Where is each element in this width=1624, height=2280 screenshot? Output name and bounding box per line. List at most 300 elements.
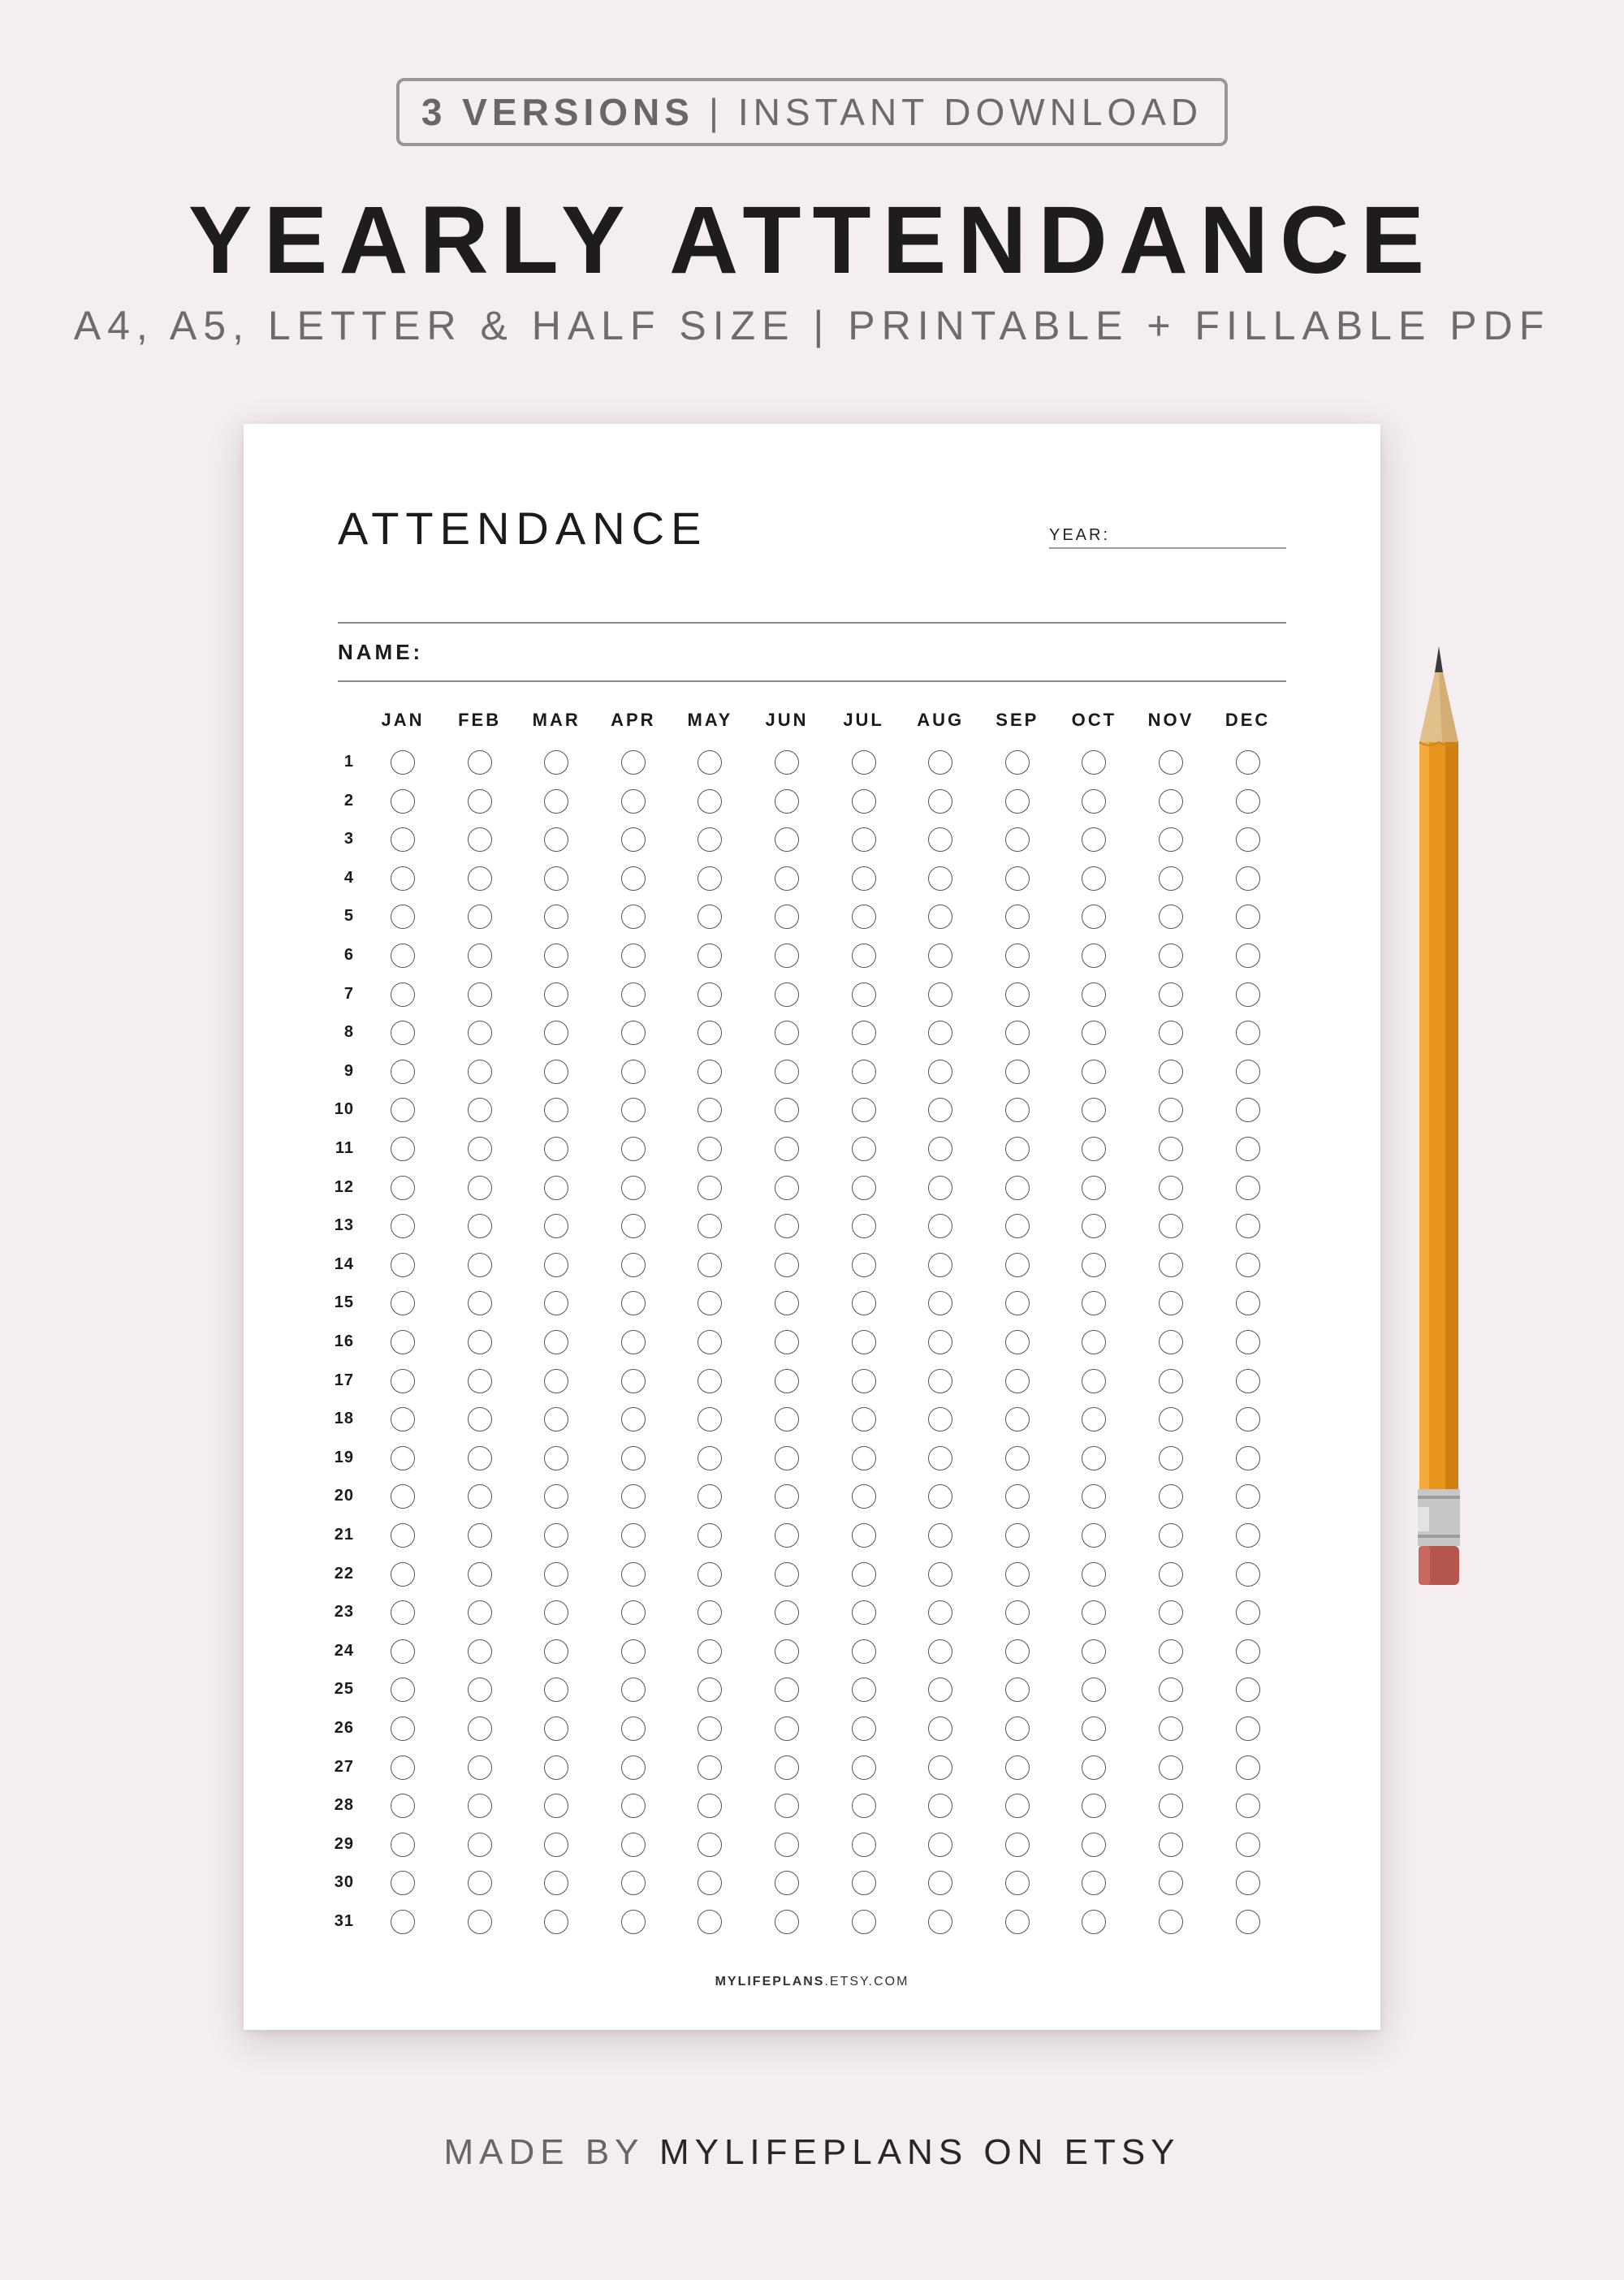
attendance-checkbox[interactable] [621,1910,646,1934]
attendance-checkbox[interactable] [1159,1562,1183,1587]
attendance-checkbox[interactable] [698,1833,722,1857]
attendance-checkbox[interactable] [852,1523,876,1548]
attendance-checkbox[interactable] [775,1523,799,1548]
attendance-checkbox[interactable] [928,789,952,814]
attendance-checkbox[interactable] [1005,1678,1030,1702]
attendance-checkbox[interactable] [1236,1021,1260,1045]
attendance-checkbox[interactable] [468,1794,492,1818]
attendance-checkbox[interactable] [1005,1446,1030,1470]
attendance-checkbox[interactable] [1159,1794,1183,1818]
attendance-checkbox[interactable] [391,1176,415,1200]
attendance-checkbox[interactable] [852,1678,876,1702]
attendance-checkbox[interactable] [391,1716,415,1741]
attendance-checkbox[interactable] [1082,1871,1106,1895]
attendance-checkbox[interactable] [775,1910,799,1934]
attendance-checkbox[interactable] [391,1871,415,1895]
attendance-checkbox[interactable] [928,982,952,1007]
attendance-checkbox[interactable] [698,1060,722,1084]
attendance-checkbox[interactable] [775,1639,799,1664]
attendance-checkbox[interactable] [1236,944,1260,968]
attendance-checkbox[interactable] [621,1755,646,1780]
attendance-checkbox[interactable] [852,827,876,852]
attendance-checkbox[interactable] [391,1794,415,1818]
attendance-checkbox[interactable] [621,1523,646,1548]
attendance-checkbox[interactable] [1236,1833,1260,1857]
attendance-checkbox[interactable] [1005,1214,1030,1238]
attendance-checkbox[interactable] [1159,1330,1183,1354]
attendance-checkbox[interactable] [621,1716,646,1741]
attendance-checkbox[interactable] [928,905,952,929]
attendance-checkbox[interactable] [468,982,492,1007]
attendance-checkbox[interactable] [468,1833,492,1857]
attendance-checkbox[interactable] [775,944,799,968]
attendance-checkbox[interactable] [852,789,876,814]
attendance-checkbox[interactable] [852,1021,876,1045]
attendance-checkbox[interactable] [698,1910,722,1934]
attendance-checkbox[interactable] [775,982,799,1007]
attendance-checkbox[interactable] [928,1716,952,1741]
attendance-checkbox[interactable] [621,1794,646,1818]
attendance-checkbox[interactable] [468,1484,492,1509]
attendance-checkbox[interactable] [468,1021,492,1045]
attendance-checkbox[interactable] [468,1523,492,1548]
attendance-checkbox[interactable] [852,866,876,891]
attendance-checkbox[interactable] [468,1639,492,1664]
attendance-checkbox[interactable] [1082,1600,1106,1625]
attendance-checkbox[interactable] [928,1021,952,1045]
attendance-checkbox[interactable] [1005,866,1030,891]
attendance-checkbox[interactable] [775,1330,799,1354]
attendance-checkbox[interactable] [852,750,876,775]
attendance-checkbox[interactable] [621,1369,646,1393]
attendance-checkbox[interactable] [391,827,415,852]
attendance-checkbox[interactable] [391,1021,415,1045]
attendance-checkbox[interactable] [544,1755,568,1780]
attendance-checkbox[interactable] [468,1910,492,1934]
attendance-checkbox[interactable] [698,1600,722,1625]
attendance-checkbox[interactable] [1236,1794,1260,1818]
attendance-checkbox[interactable] [1005,750,1030,775]
attendance-checkbox[interactable] [544,1484,568,1509]
attendance-checkbox[interactable] [1082,1291,1106,1315]
attendance-checkbox[interactable] [621,750,646,775]
attendance-checkbox[interactable] [468,1176,492,1200]
attendance-checkbox[interactable] [775,1794,799,1818]
attendance-checkbox[interactable] [391,1484,415,1509]
attendance-checkbox[interactable] [1005,1639,1030,1664]
attendance-checkbox[interactable] [928,1253,952,1277]
attendance-checkbox[interactable] [1159,866,1183,891]
attendance-checkbox[interactable] [775,789,799,814]
attendance-checkbox[interactable] [1159,1253,1183,1277]
attendance-checkbox[interactable] [391,1639,415,1664]
attendance-checkbox[interactable] [1082,1523,1106,1548]
attendance-checkbox[interactable] [1159,1060,1183,1084]
attendance-checkbox[interactable] [928,1330,952,1354]
attendance-checkbox[interactable] [1236,1755,1260,1780]
attendance-checkbox[interactable] [621,827,646,852]
attendance-checkbox[interactable] [1236,1716,1260,1741]
attendance-checkbox[interactable] [928,1910,952,1934]
attendance-checkbox[interactable] [391,905,415,929]
attendance-checkbox[interactable] [544,1523,568,1548]
attendance-checkbox[interactable] [468,1562,492,1587]
attendance-checkbox[interactable] [928,1060,952,1084]
attendance-checkbox[interactable] [391,1137,415,1161]
attendance-checkbox[interactable] [1082,905,1106,929]
attendance-checkbox[interactable] [1082,1833,1106,1857]
attendance-checkbox[interactable] [468,1291,492,1315]
attendance-checkbox[interactable] [928,827,952,852]
attendance-checkbox[interactable] [468,789,492,814]
attendance-checkbox[interactable] [621,1253,646,1277]
attendance-checkbox[interactable] [1082,1214,1106,1238]
attendance-checkbox[interactable] [775,1716,799,1741]
attendance-checkbox[interactable] [698,1021,722,1045]
attendance-checkbox[interactable] [391,944,415,968]
attendance-checkbox[interactable] [852,1600,876,1625]
attendance-checkbox[interactable] [1159,944,1183,968]
attendance-checkbox[interactable] [1159,1214,1183,1238]
attendance-checkbox[interactable] [1236,750,1260,775]
attendance-checkbox[interactable] [928,1678,952,1702]
attendance-checkbox[interactable] [544,750,568,775]
attendance-checkbox[interactable] [1082,1446,1106,1470]
attendance-checkbox[interactable] [698,1098,722,1122]
attendance-checkbox[interactable] [1159,1716,1183,1741]
attendance-checkbox[interactable] [698,1214,722,1238]
attendance-checkbox[interactable] [1005,944,1030,968]
attendance-checkbox[interactable] [698,1716,722,1741]
attendance-checkbox[interactable] [468,1600,492,1625]
attendance-checkbox[interactable] [852,1639,876,1664]
attendance-checkbox[interactable] [928,1639,952,1664]
attendance-checkbox[interactable] [1082,1060,1106,1084]
attendance-checkbox[interactable] [544,866,568,891]
attendance-checkbox[interactable] [621,789,646,814]
attendance-checkbox[interactable] [621,1098,646,1122]
attendance-checkbox[interactable] [852,1098,876,1122]
attendance-checkbox[interactable] [1236,982,1260,1007]
attendance-checkbox[interactable] [391,1910,415,1934]
attendance-checkbox[interactable] [621,1600,646,1625]
attendance-checkbox[interactable] [775,1446,799,1470]
attendance-checkbox[interactable] [775,1755,799,1780]
attendance-checkbox[interactable] [621,982,646,1007]
attendance-checkbox[interactable] [1005,905,1030,929]
attendance-checkbox[interactable] [698,1484,722,1509]
attendance-checkbox[interactable] [1159,1639,1183,1664]
attendance-checkbox[interactable] [852,1716,876,1741]
attendance-checkbox[interactable] [775,905,799,929]
attendance-checkbox[interactable] [468,1060,492,1084]
attendance-checkbox[interactable] [1005,1060,1030,1084]
attendance-checkbox[interactable] [544,1446,568,1470]
attendance-checkbox[interactable] [621,1446,646,1470]
attendance-checkbox[interactable] [928,1446,952,1470]
attendance-checkbox[interactable] [698,1407,722,1431]
attendance-checkbox[interactable] [1236,1446,1260,1470]
attendance-checkbox[interactable] [544,944,568,968]
attendance-checkbox[interactable] [1082,1678,1106,1702]
attendance-checkbox[interactable] [698,1369,722,1393]
attendance-checkbox[interactable] [698,1137,722,1161]
attendance-checkbox[interactable] [698,1446,722,1470]
attendance-checkbox[interactable] [1082,1176,1106,1200]
attendance-checkbox[interactable] [1236,1639,1260,1664]
attendance-checkbox[interactable] [468,1369,492,1393]
attendance-checkbox[interactable] [1236,1678,1260,1702]
attendance-checkbox[interactable] [775,1871,799,1895]
attendance-checkbox[interactable] [621,1871,646,1895]
attendance-checkbox[interactable] [698,789,722,814]
attendance-checkbox[interactable] [852,1446,876,1470]
attendance-checkbox[interactable] [1005,1910,1030,1934]
attendance-checkbox[interactable] [852,1176,876,1200]
attendance-checkbox[interactable] [391,1291,415,1315]
attendance-checkbox[interactable] [544,1562,568,1587]
attendance-checkbox[interactable] [468,866,492,891]
attendance-checkbox[interactable] [1005,789,1030,814]
attendance-checkbox[interactable] [698,1253,722,1277]
attendance-checkbox[interactable] [544,1833,568,1857]
attendance-checkbox[interactable] [698,866,722,891]
attendance-checkbox[interactable] [852,1407,876,1431]
attendance-checkbox[interactable] [928,1407,952,1431]
attendance-checkbox[interactable] [1236,1600,1260,1625]
attendance-checkbox[interactable] [468,1098,492,1122]
attendance-checkbox[interactable] [1005,982,1030,1007]
attendance-checkbox[interactable] [852,1330,876,1354]
attendance-checkbox[interactable] [928,1833,952,1857]
attendance-checkbox[interactable] [775,1407,799,1431]
attendance-checkbox[interactable] [1159,750,1183,775]
attendance-checkbox[interactable] [1082,1098,1106,1122]
attendance-checkbox[interactable] [1005,1021,1030,1045]
attendance-checkbox[interactable] [1159,1137,1183,1161]
attendance-checkbox[interactable] [698,1291,722,1315]
attendance-checkbox[interactable] [544,1291,568,1315]
attendance-checkbox[interactable] [621,1833,646,1857]
attendance-checkbox[interactable] [1082,789,1106,814]
attendance-checkbox[interactable] [775,1600,799,1625]
attendance-checkbox[interactable] [775,1678,799,1702]
attendance-checkbox[interactable] [852,1137,876,1161]
attendance-checkbox[interactable] [928,1523,952,1548]
attendance-checkbox[interactable] [1082,827,1106,852]
attendance-checkbox[interactable] [1236,1291,1260,1315]
attendance-checkbox[interactable] [1005,1833,1030,1857]
attendance-checkbox[interactable] [1159,1021,1183,1045]
attendance-checkbox[interactable] [775,1562,799,1587]
attendance-checkbox[interactable] [391,1253,415,1277]
attendance-checkbox[interactable] [1082,1910,1106,1934]
attendance-checkbox[interactable] [621,1407,646,1431]
attendance-checkbox[interactable] [1005,1562,1030,1587]
attendance-checkbox[interactable] [852,1253,876,1277]
attendance-checkbox[interactable] [621,1639,646,1664]
attendance-checkbox[interactable] [468,1407,492,1431]
attendance-checkbox[interactable] [1159,1176,1183,1200]
attendance-checkbox[interactable] [1005,1407,1030,1431]
name-field-line[interactable] [338,680,1286,682]
attendance-checkbox[interactable] [1005,1176,1030,1200]
attendance-checkbox[interactable] [544,1330,568,1354]
attendance-checkbox[interactable] [544,905,568,929]
attendance-checkbox[interactable] [1159,1833,1183,1857]
attendance-checkbox[interactable] [468,905,492,929]
attendance-checkbox[interactable] [852,1794,876,1818]
attendance-checkbox[interactable] [391,750,415,775]
attendance-checkbox[interactable] [391,1369,415,1393]
attendance-checkbox[interactable] [775,1291,799,1315]
attendance-checkbox[interactable] [544,1021,568,1045]
attendance-checkbox[interactable] [621,944,646,968]
attendance-checkbox[interactable] [1159,1678,1183,1702]
attendance-checkbox[interactable] [1005,1716,1030,1741]
attendance-checkbox[interactable] [852,905,876,929]
attendance-checkbox[interactable] [1082,1639,1106,1664]
attendance-checkbox[interactable] [544,1253,568,1277]
attendance-checkbox[interactable] [1236,866,1260,891]
attendance-checkbox[interactable] [468,944,492,968]
attendance-checkbox[interactable] [698,1755,722,1780]
attendance-checkbox[interactable] [1236,1137,1260,1161]
attendance-checkbox[interactable] [621,1678,646,1702]
attendance-checkbox[interactable] [391,789,415,814]
attendance-checkbox[interactable] [391,1446,415,1470]
attendance-checkbox[interactable] [544,1871,568,1895]
attendance-checkbox[interactable] [621,1484,646,1509]
attendance-checkbox[interactable] [544,1214,568,1238]
attendance-checkbox[interactable] [1159,1871,1183,1895]
attendance-checkbox[interactable] [1159,827,1183,852]
attendance-checkbox[interactable] [852,1755,876,1780]
attendance-checkbox[interactable] [621,866,646,891]
attendance-checkbox[interactable] [852,944,876,968]
attendance-checkbox[interactable] [1236,1910,1260,1934]
attendance-checkbox[interactable] [468,1716,492,1741]
attendance-checkbox[interactable] [544,789,568,814]
attendance-checkbox[interactable] [1236,1330,1260,1354]
attendance-checkbox[interactable] [1236,789,1260,814]
attendance-checkbox[interactable] [544,827,568,852]
attendance-checkbox[interactable] [391,1330,415,1354]
attendance-checkbox[interactable] [1082,750,1106,775]
attendance-checkbox[interactable] [544,1600,568,1625]
attendance-checkbox[interactable] [928,1214,952,1238]
attendance-checkbox[interactable] [544,1716,568,1741]
attendance-checkbox[interactable] [1082,1484,1106,1509]
attendance-checkbox[interactable] [852,1910,876,1934]
attendance-checkbox[interactable] [852,1484,876,1509]
attendance-checkbox[interactable] [1159,1484,1183,1509]
attendance-checkbox[interactable] [468,1871,492,1895]
attendance-checkbox[interactable] [1082,1137,1106,1161]
attendance-checkbox[interactable] [1005,1098,1030,1122]
attendance-checkbox[interactable] [1082,982,1106,1007]
attendance-checkbox[interactable] [1159,982,1183,1007]
attendance-checkbox[interactable] [1236,1098,1260,1122]
attendance-checkbox[interactable] [928,1291,952,1315]
attendance-checkbox[interactable] [1236,1253,1260,1277]
attendance-checkbox[interactable] [544,1639,568,1664]
attendance-checkbox[interactable] [928,750,952,775]
attendance-checkbox[interactable] [544,1794,568,1818]
attendance-checkbox[interactable] [1159,1600,1183,1625]
attendance-checkbox[interactable] [852,982,876,1007]
attendance-checkbox[interactable] [698,1176,722,1200]
attendance-checkbox[interactable] [928,944,952,968]
attendance-checkbox[interactable] [468,1446,492,1470]
attendance-checkbox[interactable] [1082,1021,1106,1045]
attendance-checkbox[interactable] [468,1330,492,1354]
attendance-checkbox[interactable] [1236,1407,1260,1431]
attendance-checkbox[interactable] [391,1060,415,1084]
attendance-checkbox[interactable] [852,1214,876,1238]
attendance-checkbox[interactable] [1236,905,1260,929]
attendance-checkbox[interactable] [698,1678,722,1702]
attendance-checkbox[interactable] [621,1562,646,1587]
attendance-checkbox[interactable] [928,1600,952,1625]
attendance-checkbox[interactable] [1159,1910,1183,1934]
attendance-checkbox[interactable] [1005,1600,1030,1625]
attendance-checkbox[interactable] [1236,1060,1260,1084]
attendance-checkbox[interactable] [1082,944,1106,968]
year-field-line[interactable] [1049,547,1286,549]
attendance-checkbox[interactable] [621,1137,646,1161]
attendance-checkbox[interactable] [852,1369,876,1393]
attendance-checkbox[interactable] [1236,827,1260,852]
attendance-checkbox[interactable] [468,1137,492,1161]
attendance-checkbox[interactable] [775,1137,799,1161]
attendance-checkbox[interactable] [1082,1562,1106,1587]
attendance-checkbox[interactable] [775,1484,799,1509]
attendance-checkbox[interactable] [391,1214,415,1238]
attendance-checkbox[interactable] [1082,1369,1106,1393]
attendance-checkbox[interactable] [1159,1098,1183,1122]
attendance-checkbox[interactable] [698,944,722,968]
attendance-checkbox[interactable] [1005,1484,1030,1509]
attendance-checkbox[interactable] [468,827,492,852]
attendance-checkbox[interactable] [698,982,722,1007]
attendance-checkbox[interactable] [391,1755,415,1780]
attendance-checkbox[interactable] [1082,866,1106,891]
attendance-checkbox[interactable] [391,1833,415,1857]
attendance-checkbox[interactable] [928,1098,952,1122]
attendance-checkbox[interactable] [1159,1291,1183,1315]
attendance-checkbox[interactable] [775,1021,799,1045]
attendance-checkbox[interactable] [928,1755,952,1780]
attendance-checkbox[interactable] [544,1910,568,1934]
attendance-checkbox[interactable] [1005,1253,1030,1277]
attendance-checkbox[interactable] [1159,1407,1183,1431]
attendance-checkbox[interactable] [775,827,799,852]
attendance-checkbox[interactable] [391,866,415,891]
attendance-checkbox[interactable] [621,1330,646,1354]
attendance-checkbox[interactable] [852,1833,876,1857]
attendance-checkbox[interactable] [1082,1755,1106,1780]
attendance-checkbox[interactable] [1236,1523,1260,1548]
attendance-checkbox[interactable] [775,1369,799,1393]
attendance-checkbox[interactable] [928,1794,952,1818]
attendance-checkbox[interactable] [1005,1871,1030,1895]
attendance-checkbox[interactable] [544,1407,568,1431]
attendance-checkbox[interactable] [775,1214,799,1238]
attendance-checkbox[interactable] [698,1871,722,1895]
attendance-checkbox[interactable] [775,866,799,891]
attendance-checkbox[interactable] [928,1562,952,1587]
